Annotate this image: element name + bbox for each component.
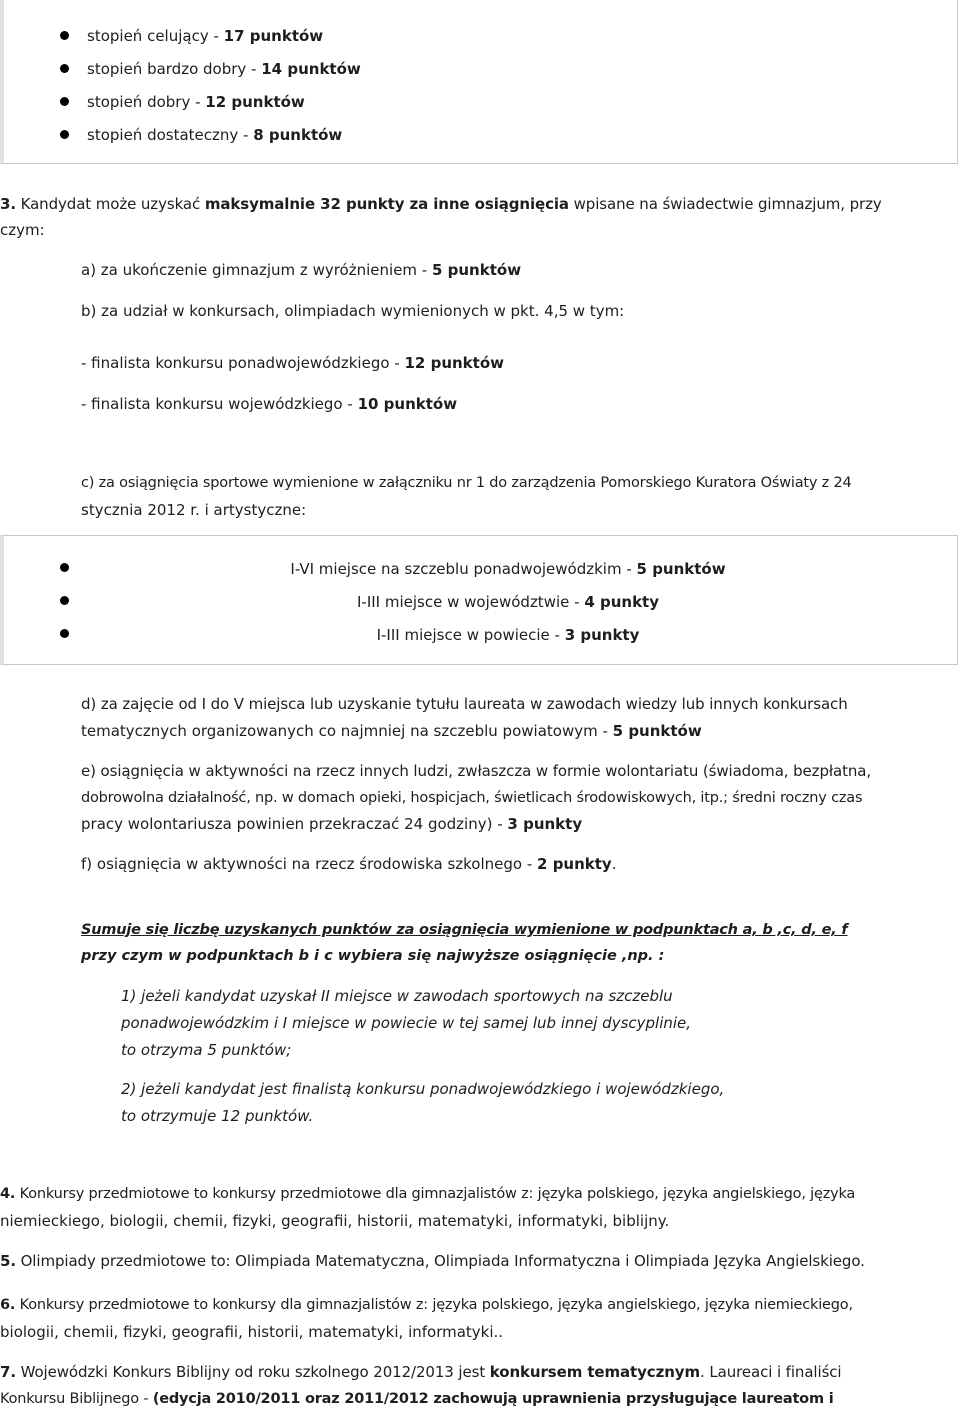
- item-e-line1: e) osiągnięcia w aktywności na rzecz innych ludzi, zwłaszcza w formie wolontariatu (świadoma, bezpłatna,: [81, 762, 872, 780]
- example-2-line2: to otrzymuje 12 punktów.: [121, 1107, 314, 1125]
- section-6-line1: 6. Konkursy przedmiotowe to konkursy dla gimnazjalistów z: języka polskiego, języka angielskiego, języka niemieckiego,: [0, 1297, 853, 1313]
- example-1-line2: ponadwojewódzkim i I miejsce w powiecie w tej samej lub innej dyscyplinie,: [121, 1014, 692, 1032]
- bullet-icon: [60, 64, 69, 73]
- item-f: f) osiągnięcia w aktywności na rzecz środowiska szkolnego - 2 punkty.: [81, 855, 617, 873]
- section-7-line2: Konkursu Biblijnego - (edycja 2010/2011 oraz 2011/2012 zachowują uprawnienia przysługujące laureatom i: [0, 1391, 834, 1407]
- sum-note-line2: przy czym w podpunktach b i c wybiera się najwyższe osiągnięcie ,np. :: [81, 948, 665, 964]
- finalist-1: - finalista konkursu ponadwojewódzkiego - 12 punktów: [81, 354, 504, 372]
- bullet-icon: [60, 31, 69, 40]
- example-2-line1: 2) jeżeli kandydat jest finalistą konkursu ponadwojewódzkiego i wojewódzkiego,: [121, 1080, 725, 1098]
- item-e-line3: pracy wolontariusza powinien przekraczać 24 godziny) - 3 punkty: [81, 815, 583, 833]
- sum-note-line1: Sumuje się liczbę uzyskanych punktów za osiągnięcia wymienione w podpunktach a, b ,c, d, e, f: [81, 922, 848, 938]
- place-item: I-III miejsce w województwie - 4 punkty: [356, 593, 659, 611]
- bullet-icon: [60, 97, 69, 106]
- place-item: I-VI miejsce na szczeblu ponadwojewódzkim - 5 punktów: [290, 560, 726, 578]
- example-1-line1: 1) jeżeli kandydat uzyskał II miejsce w zawodach sportowych na szczeblu: [121, 987, 673, 1005]
- grade-item: stopień celujący - 17 punktów: [87, 27, 324, 45]
- grade-item: stopień dobry - 12 punktów: [87, 93, 305, 111]
- item-d-line1: d) za zajęcie od I do V miejsca lub uzyskanie tytułu laureata w zawodach wiedzy lub innych konkursach: [81, 695, 848, 713]
- section-6-line2: biologii, chemii, fizyki, geografii, historii, matematyki, informatyki..: [0, 1323, 504, 1341]
- example-1-line3: to otrzyma 5 punktów;: [121, 1041, 292, 1059]
- grade-item: stopień dostateczny - 8 punktów: [87, 126, 343, 144]
- item-c-line1: c) za osiągnięcia sportowe wymienione w załączniku nr 1 do zarządzenia Pomorskiego Kuratora Oświaty z 24: [81, 475, 852, 491]
- section-7-line1: 7. Wojewódzki Konkurs Biblijny od roku szkolnego 2012/2013 jest konkursem tematycznym. Laureaci i finaliści: [0, 1363, 842, 1381]
- bullet-icon: [60, 130, 69, 139]
- section-3-intro: 3. Kandydat może uzyskać maksymalnie 32 punkty za inne osiągnięcia wpisane na świadectwie gimnazjum, przy: [0, 195, 882, 213]
- item-a: a) za ukończenie gimnazjum z wyróżnieniem - 5 punktów: [81, 261, 522, 279]
- section-5-line1: 5. Olimpiady przedmiotowe to: Olimpiada Matematyczna, Olimpiada Informatyczna i Olimpiada Języka Angielskiego.: [0, 1252, 865, 1270]
- grade-item: stopień bardzo dobry - 14 punktów: [87, 60, 361, 78]
- section-4-line1: 4. Konkursy przedmiotowe to konkursy przedmiotowe dla gimnazjalistów z: języka polskiego, języka angielskiego, języka: [0, 1186, 856, 1202]
- item-d-line2: tematycznych organizowanych co najmniej na szczeblu powiatowym - 5 punktów: [81, 722, 702, 740]
- item-e-line2: dobrowolna działalność, np. w domach opieki, hospicjach, świetlicach środowiskowych, itp.; średni roczny czas: [81, 790, 863, 806]
- item-b: b) za udział w konkursach, olimpiadach wymienionych w pkt. 4,5 w tym:: [81, 302, 625, 320]
- finalist-2: - finalista konkursu wojewódzkiego - 10 punktów: [81, 395, 458, 413]
- section-4-line2: niemieckiego, biologii, chemii, fizyki, geografii, historii, matematyki, informatyki, biblijny.: [0, 1212, 670, 1230]
- item-c-line2: stycznia 2012 r. i artystyczne:: [81, 501, 307, 519]
- place-item: I-III miejsce w powiecie - 3 punkty: [376, 626, 640, 644]
- section-3-intro-cont: czym:: [0, 221, 45, 239]
